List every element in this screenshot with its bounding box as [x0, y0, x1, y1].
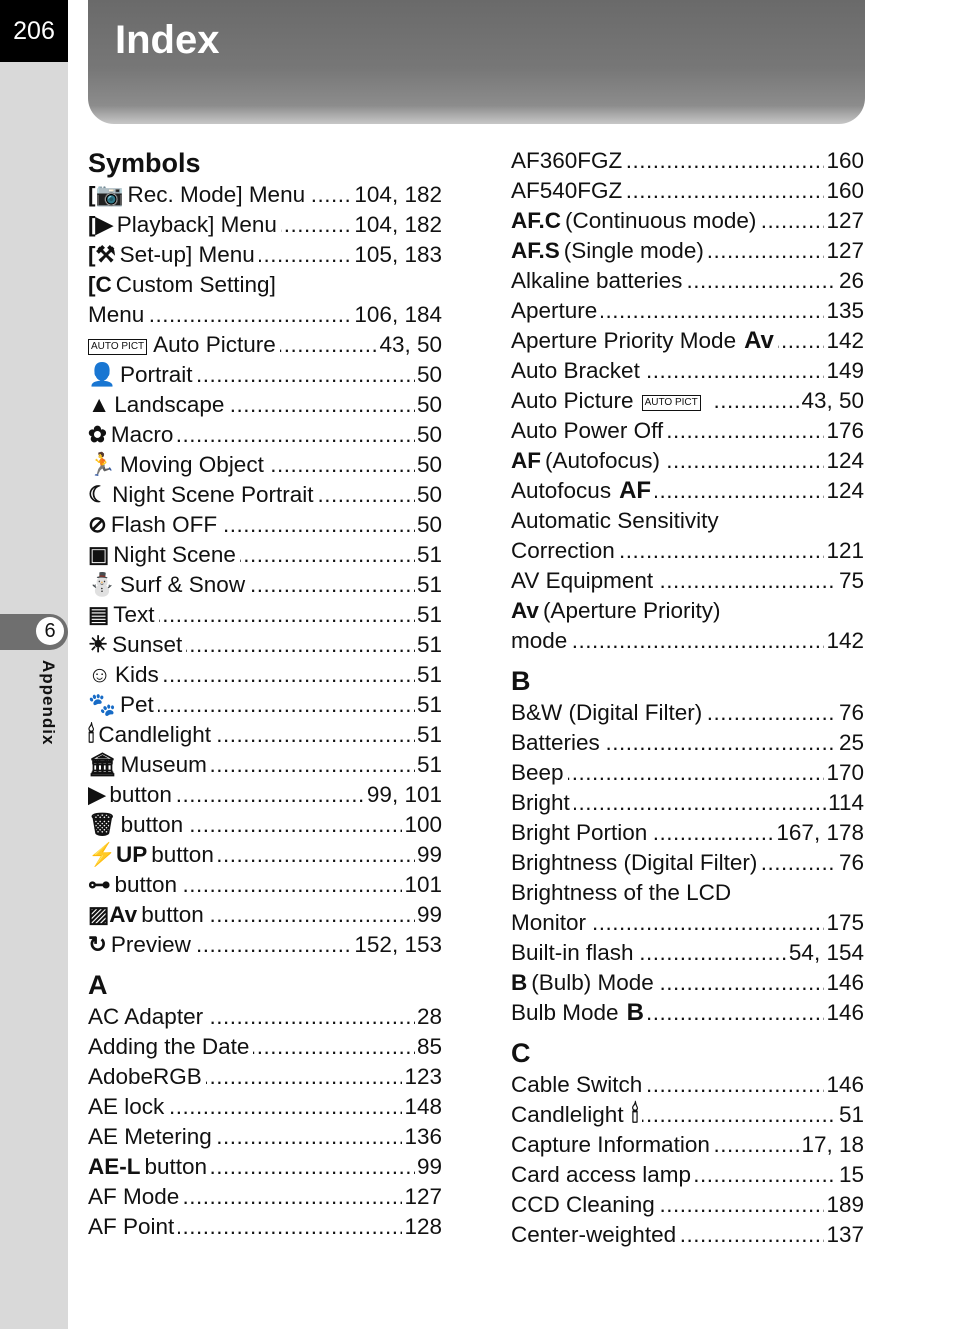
entry-label: AdobeRGB: [88, 1064, 202, 1089]
entry-page: 137: [824, 1220, 864, 1250]
page-title: Index: [115, 18, 220, 62]
kids-icon: ☺: [88, 662, 111, 687]
index-entry[interactable]: [511, 266, 864, 296]
entry-page: 146: [824, 968, 864, 998]
index-entry[interactable]: [88, 840, 442, 870]
entry-label: Automatic Sensitivity: [511, 508, 719, 533]
entry-label: button: [114, 872, 178, 897]
index-entry[interactable]: [88, 870, 442, 900]
entry-label: Capture Information: [511, 1132, 710, 1157]
index-entry[interactable]: [88, 810, 442, 840]
entry-label: Auto Picture: [511, 388, 634, 413]
entry-page: 123: [402, 1062, 442, 1092]
entry-page: 142: [824, 626, 864, 656]
index-column-right: [511, 146, 864, 1250]
entry-page: 128: [402, 1212, 442, 1242]
entry-page: 135: [824, 296, 864, 326]
entry-label: (Aperture Priority): [542, 598, 721, 623]
flash-off-icon: ⊘: [88, 512, 107, 537]
play-icon: [▶: [88, 212, 113, 237]
entry-label: Surf & Snow: [120, 572, 246, 597]
entry-page: 99, 101: [365, 780, 442, 810]
pet-icon: 🐾: [88, 692, 117, 717]
entry-page: 100: [402, 810, 442, 840]
entry-label: B&W (Digital Filter): [511, 700, 703, 725]
index-entry[interactable]: [88, 1062, 442, 1092]
entry-page: 50: [415, 510, 442, 540]
entry-label: AE lock: [88, 1094, 165, 1119]
entry-label: Custom Setting]: [115, 272, 276, 297]
preview-icon: ↻: [88, 932, 107, 957]
entry-label: Set-up] Menu: [119, 242, 255, 267]
entry-page: 50: [415, 390, 442, 420]
portrait-icon: 👤: [88, 362, 117, 387]
index-entry[interactable]: [88, 180, 442, 210]
entry-page: 152, 153: [352, 930, 442, 960]
index-entry[interactable]: [511, 818, 864, 848]
entry-page: 99: [415, 900, 442, 930]
index-entry[interactable]: [511, 728, 864, 758]
index-entry[interactable]: [88, 750, 442, 780]
section-heading-a: A: [88, 970, 108, 1000]
av-icon: Av: [511, 598, 539, 623]
entry-page: 85: [415, 1032, 442, 1062]
entry-page: 104, 182: [352, 180, 442, 210]
entry-label: Landscape: [114, 392, 225, 417]
af-icon: AF: [511, 448, 541, 473]
entry-label: Moving Object: [120, 452, 264, 477]
chapter-number: 6: [36, 617, 64, 645]
section-heading-symbols: Symbols: [88, 148, 201, 178]
index-column-left: [88, 146, 442, 1242]
night-scene-icon: ▣: [88, 542, 110, 567]
entry-page: 160: [824, 176, 864, 206]
index-entry[interactable]: [88, 270, 442, 300]
entry-page: 114: [826, 788, 864, 818]
entry-label: Candlelight: [98, 722, 211, 747]
entry-symbol-icon: 🕯: [631, 1101, 639, 1128]
index-entry[interactable]: [88, 690, 442, 720]
af-s-icon: AF.S: [511, 238, 560, 263]
index-entry[interactable]: [88, 1032, 442, 1062]
entry-label: CCD Cleaning: [511, 1192, 655, 1217]
entry-page: 175: [824, 908, 864, 938]
entry-page: 51: [415, 720, 442, 750]
index-entry[interactable]: [88, 420, 442, 450]
entry-page: 50: [415, 480, 442, 510]
entry-page: 51: [415, 660, 442, 690]
entry-label: Pet: [120, 692, 154, 717]
entry-label: Menu: [88, 302, 145, 327]
entry-page: 170: [824, 758, 864, 788]
moving-object-icon: 🏃: [88, 452, 117, 477]
index-entry[interactable]: [511, 446, 864, 476]
entry-page: 28: [415, 1002, 442, 1032]
entry-page: 127: [824, 236, 864, 266]
index-entry[interactable]: [88, 1182, 442, 1212]
chapter-label: Appendix: [39, 660, 58, 746]
entry-page: 51: [837, 1100, 864, 1130]
index-entry[interactable]: [511, 998, 864, 1028]
entry-page: 51: [415, 630, 442, 660]
index-entry[interactable]: [511, 908, 864, 938]
index-entry[interactable]: [88, 210, 442, 240]
index-entry[interactable]: [88, 660, 442, 690]
section-heading-b: B: [511, 666, 531, 696]
index-entry[interactable]: [511, 566, 864, 596]
index-entry[interactable]: [511, 326, 864, 356]
entry-page: 149: [824, 356, 864, 386]
index-entry[interactable]: [511, 1070, 864, 1100]
index-entry[interactable]: [88, 780, 442, 810]
play-button-icon: ▶: [88, 782, 106, 807]
macro-icon: ✿: [88, 422, 107, 447]
index-entry[interactable]: [88, 450, 442, 480]
custom-c-icon: [C: [88, 272, 112, 297]
auto-picture-icon: AUTO PICT: [88, 339, 147, 355]
surf-snow-icon: ⛄: [88, 572, 117, 597]
entry-page: 160: [824, 146, 864, 176]
entry-page: 124: [824, 446, 864, 476]
af-c-icon: AF.C: [511, 208, 561, 233]
entry-page: 43, 50: [377, 330, 442, 360]
index-entry[interactable]: [511, 596, 864, 626]
entry-label: Night Scene: [113, 542, 236, 567]
night-scene-portrait-icon: ☾: [88, 482, 109, 507]
entry-label: Correction: [511, 538, 615, 563]
index-entry[interactable]: [511, 356, 864, 386]
entry-label: Museum: [120, 752, 207, 777]
entry-label: Portrait: [120, 362, 193, 387]
index-entry[interactable]: [511, 506, 864, 536]
museum-icon: 🏛: [88, 752, 117, 777]
index-entry[interactable]: [511, 848, 864, 878]
entry-page: 26: [837, 266, 864, 296]
index-entry[interactable]: [88, 540, 442, 570]
section-heading-c: C: [511, 1038, 531, 1068]
wrench-icon: [⚒: [88, 242, 116, 267]
entry-page: 104, 182: [352, 210, 442, 240]
entry-label: Brightness (Digital Filter): [511, 850, 758, 875]
entry-page: 106, 184: [352, 300, 442, 330]
entry-label: Beep: [511, 760, 564, 785]
entry-label: Autofocus: [511, 478, 612, 503]
landscape-icon: ▲: [88, 392, 111, 417]
entry-label: Candlelight: [511, 1102, 624, 1127]
index-entry[interactable]: [511, 878, 864, 908]
entry-label: mode: [511, 628, 568, 653]
entry-page: 101: [402, 870, 442, 900]
index-entry[interactable]: [511, 1190, 864, 1220]
index-entry[interactable]: [511, 146, 864, 176]
index-entry[interactable]: [511, 1220, 864, 1250]
entry-label: AE Metering: [88, 1124, 212, 1149]
index-entry[interactable]: [88, 1152, 442, 1182]
entry-label: (Autofocus): [545, 448, 661, 473]
entry-label: button: [120, 812, 184, 837]
index-entry[interactable]: [511, 206, 864, 236]
entry-page: 51: [415, 600, 442, 630]
entry-page: 142: [824, 326, 864, 356]
index-entry[interactable]: [511, 758, 864, 788]
entry-page: 15: [837, 1160, 864, 1190]
index-entry[interactable]: [511, 476, 864, 506]
index-entry[interactable]: [511, 416, 864, 446]
index-entry[interactable]: [88, 300, 442, 330]
entry-page: 127: [402, 1182, 442, 1212]
index-entry[interactable]: [88, 720, 442, 750]
entry-label: Rec. Mode] Menu: [127, 182, 306, 207]
entry-page: 167, 178: [774, 818, 864, 848]
entry-label: AF540FGZ: [511, 178, 623, 203]
entry-label: Auto Power Off: [511, 418, 664, 443]
entry-label: Sunset: [112, 632, 183, 657]
entry-label: Center-weighted: [511, 1222, 677, 1247]
index-entry[interactable]: [511, 788, 864, 818]
entry-page: 127: [824, 206, 864, 236]
entry-label: Kids: [114, 662, 159, 687]
entry-label: Text: [113, 602, 155, 627]
entry-label: Flash OFF: [110, 512, 218, 537]
trash-icon: 🗑: [88, 812, 117, 837]
index-entry[interactable]: [88, 360, 442, 390]
entry-page: 105, 183: [352, 240, 442, 270]
entry-label: Aperture: [511, 298, 598, 323]
entry-label: (Bulb) Mode: [531, 970, 654, 995]
index-entry[interactable]: [88, 930, 442, 960]
entry-label: Bright: [511, 790, 570, 815]
index-entry[interactable]: [88, 570, 442, 600]
entry-page: 50: [415, 360, 442, 390]
bulb-b-icon: B: [511, 970, 528, 995]
entry-label: Card access lamp: [511, 1162, 692, 1187]
entry-label: Auto Picture: [153, 332, 276, 357]
index-entry[interactable]: [88, 900, 442, 930]
entry-page: 76: [837, 848, 864, 878]
entry-label: Bright Portion: [511, 820, 648, 845]
index-entry[interactable]: [88, 600, 442, 630]
index-entry[interactable]: [88, 510, 442, 540]
entry-label: Batteries: [511, 730, 600, 755]
entry-label: Monitor: [511, 910, 587, 935]
index-entry[interactable]: [511, 626, 864, 656]
index-entry[interactable]: [511, 968, 864, 998]
entry-page: 75: [837, 566, 864, 596]
auto-picture-icon: AUTO PICT: [642, 395, 701, 411]
entry-label: Cable Switch: [511, 1072, 643, 1097]
page-number: 206: [0, 0, 68, 62]
entry-page: 51: [415, 540, 442, 570]
entry-page: 54, 154: [787, 938, 864, 968]
index-entry[interactable]: [88, 630, 442, 660]
entry-page: 124: [824, 476, 864, 506]
entry-page: 99: [415, 1152, 442, 1182]
entry-label: Auto Bracket: [511, 358, 640, 383]
flash-up-icon: ⚡UP: [88, 842, 148, 867]
entry-label: button: [151, 842, 214, 867]
index-entry[interactable]: [511, 1100, 864, 1130]
entry-page: 99: [415, 840, 442, 870]
entry-symbol-icon: Av: [744, 327, 774, 354]
index-entry[interactable]: [511, 698, 864, 728]
entry-page: 121: [824, 536, 864, 566]
entry-label: button: [144, 1154, 208, 1179]
sunset-icon: ☀: [88, 632, 109, 657]
index-entry[interactable]: [511, 176, 864, 206]
entry-page: 146: [824, 1070, 864, 1100]
index-entry[interactable]: [88, 480, 442, 510]
entry-label: Adding the Date: [88, 1034, 250, 1059]
ae-l-icon: AE-L: [88, 1154, 141, 1179]
index-entry[interactable]: [511, 1160, 864, 1190]
entry-label: Night Scene Portrait: [112, 482, 314, 507]
index-entry[interactable]: [511, 938, 864, 968]
entry-page: 43, 50: [799, 386, 864, 416]
entry-label: AF Mode: [88, 1184, 180, 1209]
index-entry[interactable]: [88, 1002, 442, 1032]
entry-page: 17, 18: [799, 1130, 864, 1160]
entry-label: Bulb Mode: [511, 1000, 619, 1025]
entry-label: Alkaline batteries: [511, 268, 683, 293]
entry-label: Built-in flash: [511, 940, 634, 965]
index-entry[interactable]: [88, 390, 442, 420]
entry-page: 51: [415, 690, 442, 720]
entry-page: 189: [824, 1190, 864, 1220]
entry-page: 51: [415, 750, 442, 780]
index-entry[interactable]: [511, 536, 864, 566]
entry-label: (Continuous mode): [565, 208, 757, 233]
entry-page: 50: [415, 420, 442, 450]
entry-label: Macro: [110, 422, 174, 447]
entry-label: AF Point: [88, 1214, 175, 1239]
entry-page: 146: [824, 998, 864, 1028]
entry-page: 50: [415, 450, 442, 480]
entry-label: button: [109, 782, 172, 807]
entry-symbol-icon: AF: [619, 477, 652, 504]
camera-icon: [📷: [88, 182, 124, 207]
candlelight-icon: 🕯: [88, 722, 95, 747]
entry-page: 136: [402, 1122, 442, 1152]
entry-page: 148: [402, 1092, 442, 1122]
index-entry[interactable]: [511, 1130, 864, 1160]
index-entry[interactable]: [88, 330, 442, 360]
entry-page: 25: [837, 728, 864, 758]
entry-label: Aperture Priority Mode: [511, 328, 737, 353]
index-entry[interactable]: [88, 1092, 442, 1122]
index-entry[interactable]: [511, 386, 864, 416]
entry-label: (Single mode): [563, 238, 704, 263]
entry-label: button: [141, 902, 204, 927]
index-entry[interactable]: [88, 1212, 442, 1242]
entry-label: AC Adapter: [88, 1004, 204, 1029]
index-entry[interactable]: [511, 296, 864, 326]
index-entry[interactable]: [511, 236, 864, 266]
entry-label: AF360FGZ: [511, 148, 623, 173]
index-entry[interactable]: [88, 240, 442, 270]
entry-label: Preview: [110, 932, 191, 957]
key-icon: ⊶: [88, 872, 111, 897]
exposure-av-icon: ▨Av: [88, 902, 138, 927]
entry-label: Playback] Menu: [116, 212, 277, 237]
entry-page: 176: [824, 416, 864, 446]
entry-page: 76: [837, 698, 864, 728]
entry-symbol-icon: B: [626, 999, 644, 1026]
entry-label: AV Equipment: [511, 568, 654, 593]
entry-page: 51: [415, 570, 442, 600]
entry-label: Brightness of the LCD: [511, 880, 732, 905]
index-entry[interactable]: [88, 1122, 442, 1152]
text-icon: ▤: [88, 602, 110, 627]
